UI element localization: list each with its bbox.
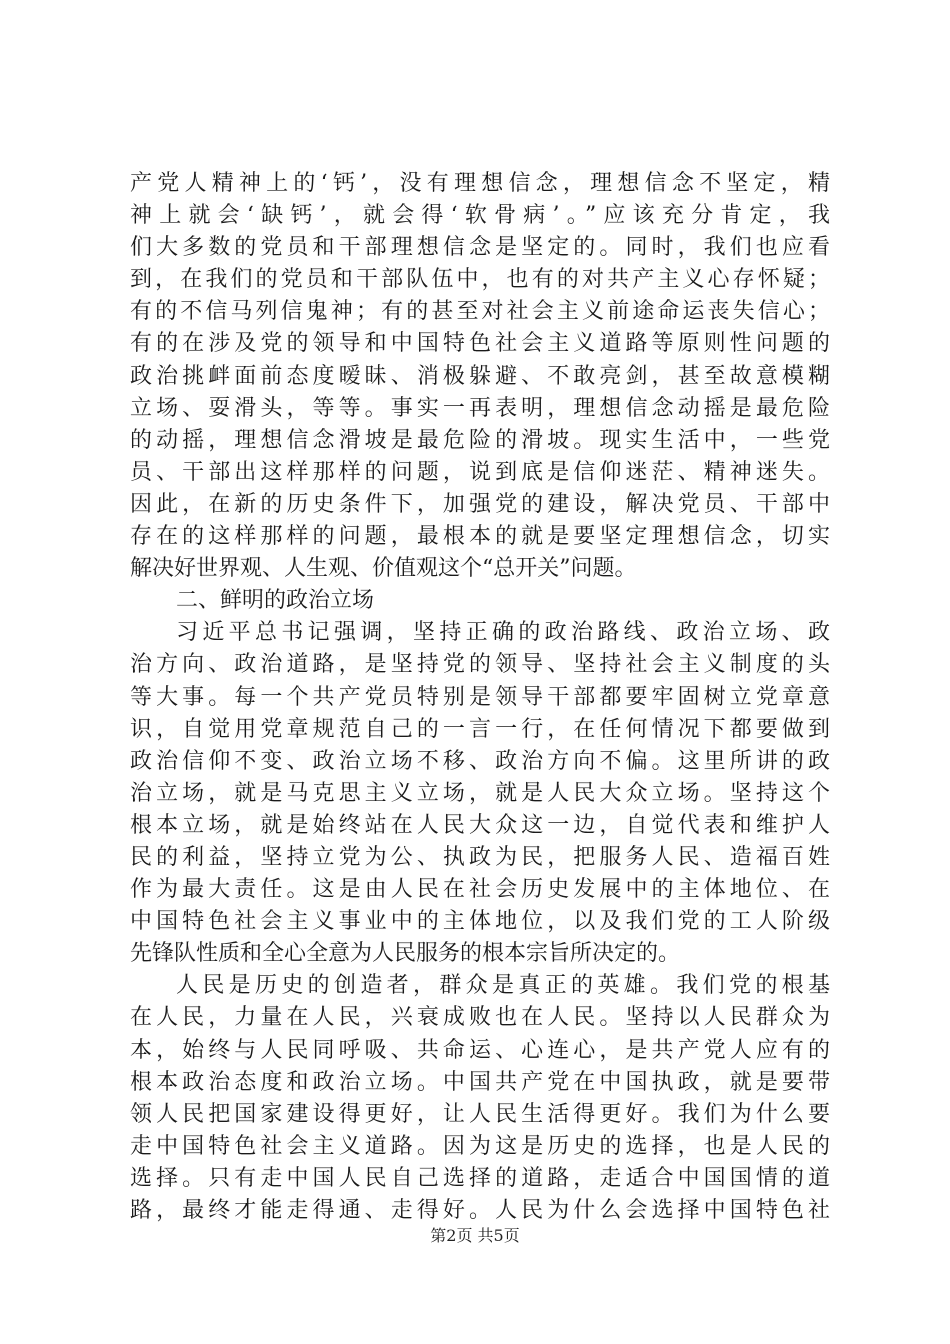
text-line: 识，自觉用党章规范自己的一言一行，在任何情况下都要做到 [130, 716, 830, 742]
text-line: 产党人精神上的‘钙’，没有理想信念，理想信念不坚定，精 [130, 171, 830, 196]
text-line: 治立场，就是马克思主义立场，就是人民大众立场。坚持这个 [130, 780, 830, 806]
text-line: 解决好世界观、人生观、价值观这个“总开关”问题。 [130, 556, 637, 582]
text-line: 有的不信马列信鬼神；有的甚至对社会主义前途命运丧失信心； [130, 299, 830, 325]
text-line: 因此，在新的历史条件下，加强党的建设，解决党员、干部中 [130, 491, 830, 517]
document-body [130, 168, 830, 1227]
text-line: 员、干部出这样那样的问题，说到底是信仰迷茫、精神迷失。 [130, 459, 830, 485]
text-line: 有的在涉及党的领导和中国特色社会主义道路等原则性问题的 [130, 331, 830, 357]
text-line: 们大多数的党员和干部理想信念是坚定的。同时，我们也应看 [130, 235, 830, 261]
text-line: 先锋队性质和全心全意为人民服务的根本宗旨所决定的。 [130, 941, 681, 967]
text-line: 到，在我们的党员和干部队伍中，也有的对共产主义心存怀疑； [130, 267, 830, 293]
text-line: 等大事。每一个共产党员特别是领导干部都要牢固树立党章意 [130, 684, 830, 710]
text-line: 的动摇，理想信念滑坡是最危险的滑坡。现实生活中，一些党 [130, 427, 830, 453]
text-line: 领人民把国家建设得更好，让人民生活得更好。我们为什么要 [130, 1101, 830, 1127]
text-line: 政治挑衅面前态度暧昧、消极躲避、不敢亮剑，甚至故意模糊 [130, 363, 830, 389]
text-line: 民的利益，坚持立党为公、执政为民，把服务人民、造福百姓 [130, 844, 830, 870]
text-line: 习近平总书记强调，坚持正确的政治路线、政治立场、政 [176, 620, 830, 646]
text-line: 人民是历史的创造者，群众是真正的英雄。我们党的根基 [176, 973, 830, 999]
text-line: 神上就会‘缺钙’，就会得‘软骨病’。”应该充分肯定，我 [130, 203, 830, 229]
text-line: 存在的这样那样的问题，最根本的就是要坚定理想信念，切实 [130, 524, 830, 550]
text-line: 本，始终与人民同呼吸、共命运、心连心，是共产党人应有的 [130, 1037, 830, 1063]
text-line: 治方向、政治道路，是坚持党的领导、坚持社会主义制度的头 [130, 652, 830, 678]
text-line: 路，最终才能走得通、走得好。人民为什么会选择中国特色社 [130, 1198, 830, 1223]
text-line: 作为最大责任。这是由人民在社会历史发展中的主体地位、在 [130, 877, 830, 903]
text-line: 在人民，力量在人民，兴衰成败也在人民。坚持以人民群众为 [130, 1005, 830, 1031]
text-line: 立场、耍滑头，等等。事实一再表明，理想信念动摇是最危险 [130, 395, 830, 421]
page-number-footer: 第2页 共5页 [430, 1226, 520, 1245]
text-line: 选择。只有走中国人民自己选择的道路，走适合中国国情的道 [130, 1165, 830, 1191]
text-line: 根本立场，就是始终站在人民大众这一边，自觉代表和维护人 [130, 812, 830, 838]
text-line: 中国特色社会主义事业中的主体地位，以及我们党的工人阶级 [130, 909, 830, 935]
section-heading: 二、鲜明的政治立场 [176, 588, 375, 614]
text-line: 根本政治态度和政治立场。中国共产党在中国执政，就是要带 [130, 1069, 830, 1095]
text-line: 走中国特色社会主义道路。因为这是历史的选择，也是人民的 [130, 1133, 830, 1159]
text-line: 政治信仰不变、政治立场不移、政治方向不偏。这里所讲的政 [130, 748, 830, 774]
